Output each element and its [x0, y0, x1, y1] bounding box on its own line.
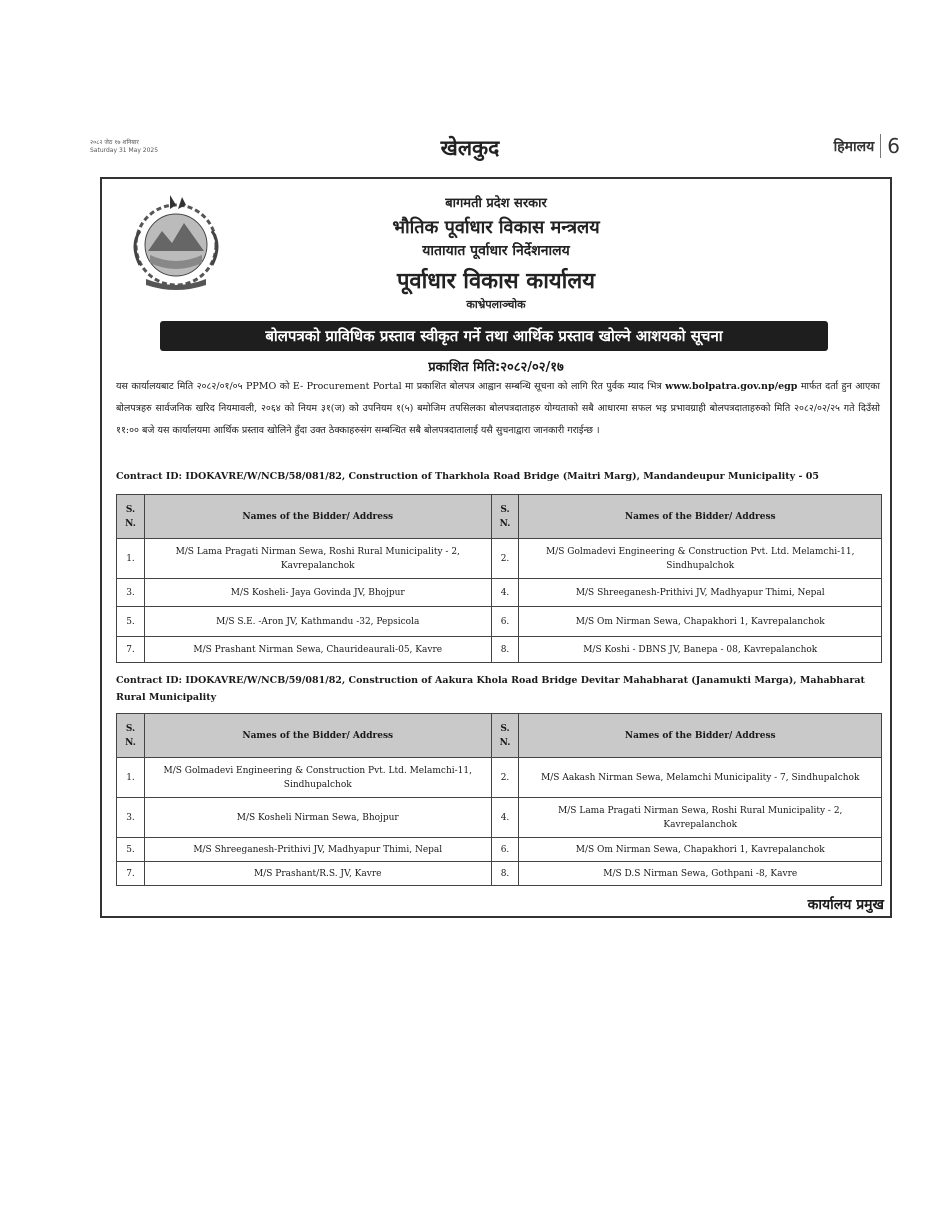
signature-office-chief: कार्यालय प्रमुख — [807, 897, 884, 913]
sn-cell: 1. — [117, 758, 145, 798]
notice-header-district: काभ्रेपलाञ्चोक — [466, 298, 526, 311]
bidder-cell: M/S Koshi - DBNS JV, Banepa - 08, Kavrepalanchok — [519, 637, 882, 663]
sn-cell: 5. — [117, 838, 145, 862]
bidder-cell: M/S Aakash Nirman Sewa, Melamchi Municipality - 7, Sindhupalchok — [519, 758, 882, 798]
tender-notice — [100, 177, 892, 918]
bidder-cell: M/S Shreeganesh-Prithivi JV, Madhyapur Thimi, Nepal — [519, 579, 882, 607]
bidder-header: Names of the Bidder/ Address — [519, 495, 882, 539]
table-row — [117, 607, 882, 637]
intro-part-1: यस कार्यालयबाट मिति २०८२/०१/०५ PPMO को E- Procurement Portal मा प्रकाशित बोलपत्र आह्वान सम्बन्धि सूचना को लागि रित पुर्वक म्याद भित्र — [116, 381, 662, 392]
table-row — [117, 579, 882, 607]
sn-cell: 7. — [117, 637, 145, 663]
sn-cell: 6. — [491, 838, 519, 862]
notice-banner: बोलपत्रको प्राविधिक प्रस्ताव स्वीकृत गर्ने तथा आर्थिक प्रस्ताव खोल्ने आशयको सूचना — [160, 321, 828, 351]
section-title: खेलकुद — [440, 136, 500, 160]
bidder-cell: M/S Prashant Nirman Sewa, Chaurideaurali-05, Kavre — [144, 637, 491, 663]
sn-cell: 3. — [117, 579, 145, 607]
bidder-cell: M/S Lama Pragati Nirman Sewa, Roshi Rural Municipality - 2, Kavrepalanchok — [519, 798, 882, 838]
masthead-date-nepali: २०८२ जेठ १७ शनिबार — [90, 139, 139, 146]
bidder-cell: M/S Kosheli Nirman Sewa, Bhojpur — [144, 798, 491, 838]
sn-cell: 7. — [117, 862, 145, 886]
masthead-brand — [834, 134, 900, 158]
bidder-cell: M/S Golmadevi Engineering & Construction Pvt. Ltd. Melamchi-11, Sindhupalchok — [519, 539, 882, 579]
bidder-header: Names of the Bidder/ Address — [144, 714, 491, 758]
bidder-cell: M/S Shreeganesh-Prithivi JV, Madhyapur Thimi, Nepal — [144, 838, 491, 862]
intro-part-2: मार्फत दर्ता हुन आएका बोलपत्रहरु सार्वजनिक खरिद नियमावली, २०६४ को नियम ३१(ज) को उपनियम १(५) बमोजिम तपसिलका बोलपत्रदाताहरु योग्यताको सबै आधारमा सफल भइ प्रभावग्राही बोलपत्रदाताहरुको मिति २०८२/०२/२५ गते दिउँसो ११:०० बजे यस कार्यालयमा आर्थिक प्रस्ताव खोलिने हुँदा उक्त ठेक्काहरुसंग सम्बन्धित सबै बोलपत्रदातालाई यसै सुचनाद्वारा जानकारी गराईन्छ । — [116, 381, 880, 436]
published-date: प्रकाशित मिति:२०८२/०२/१७ — [428, 360, 564, 375]
sn-cell: 6. — [491, 607, 519, 637]
bidder-cell: M/S Lama Pragati Nirman Sewa, Roshi Rural Municipality - 2, Kavrepalanchok — [144, 539, 491, 579]
sn-header: S. N. — [491, 714, 519, 758]
page-number: 6 — [880, 134, 900, 158]
paper-logo: हिमालय — [833, 138, 875, 155]
bidder-header: Names of the Bidder/ Address — [144, 495, 491, 539]
table-row — [117, 637, 882, 663]
bidder-header: Names of the Bidder/ Address — [519, 714, 882, 758]
sn-cell: 8. — [491, 862, 519, 886]
table-row — [117, 798, 882, 838]
sn-header: S. N. — [117, 714, 145, 758]
bidder-table-2 — [116, 713, 882, 886]
bidder-table-1 — [116, 494, 882, 663]
contract-title-1: Contract ID: IDOKAVRE/W/NCB/58/081/82, Construction of Tharkhola Road Bridge (Maitri Marg), Mandandeupur Municipality - 05 — [116, 471, 819, 482]
table-header-row — [117, 714, 882, 758]
intro-url-link[interactable]: www.bolpatra.gov.np/egp — [665, 381, 798, 392]
masthead-date-english: Saturday 31 May 2025 — [90, 147, 159, 154]
table-row — [117, 862, 882, 886]
sn-cell: 1. — [117, 539, 145, 579]
notice-header-ministry: भौतिक पूर्वाधार विकास मन्त्रलय — [392, 217, 600, 238]
sn-cell: 5. — [117, 607, 145, 637]
bidder-cell: M/S Om Nirman Sewa, Chapakhori 1, Kavrepalanchok — [519, 607, 882, 637]
sn-cell: 4. — [491, 798, 519, 838]
table-row — [117, 539, 882, 579]
table-row — [117, 838, 882, 862]
table-header-row — [117, 495, 882, 539]
sn-cell: 2. — [491, 539, 519, 579]
bidder-cell: M/S Kosheli- Jaya Govinda JV, Bhojpur — [144, 579, 491, 607]
sn-cell: 4. — [491, 579, 519, 607]
sn-header: S. N. — [117, 495, 145, 539]
bidder-cell: M/S Golmadevi Engineering & Construction Pvt. Ltd. Melamchi-11, Sindhupalchok — [144, 758, 491, 798]
bidder-cell: M/S Prashant/R.S. JV, Kavre — [144, 862, 491, 886]
sn-cell: 8. — [491, 637, 519, 663]
notice-header-government: बागमती प्रदेश सरकार — [445, 196, 547, 211]
bidder-cell: M/S D.S Nirman Sewa, Gothpani -8, Kavre — [519, 862, 882, 886]
sn-cell: 2. — [491, 758, 519, 798]
contract-title-2: Contract ID: IDOKAVRE/W/NCB/59/081/82, Construction of Aakura Khola Road Bridge Devitar Mahabharat (Janamukti Marga), Mahabharat Rural Municipality — [116, 675, 865, 703]
notice-intro — [116, 376, 880, 442]
notice-header-directorate: यातायात पूर्वाधार निर्देशनालय — [422, 243, 570, 259]
bidder-cell: M/S Om Nirman Sewa, Chapakhori 1, Kavrepalanchok — [519, 838, 882, 862]
sn-cell: 3. — [117, 798, 145, 838]
table-row — [117, 758, 882, 798]
bidder-cell: M/S S.E. -Aron JV, Kathmandu -32, Pepsicola — [144, 607, 491, 637]
sn-header: S. N. — [491, 495, 519, 539]
notice-header-office: पूर्वाधार विकास कार्यालय — [396, 269, 596, 294]
